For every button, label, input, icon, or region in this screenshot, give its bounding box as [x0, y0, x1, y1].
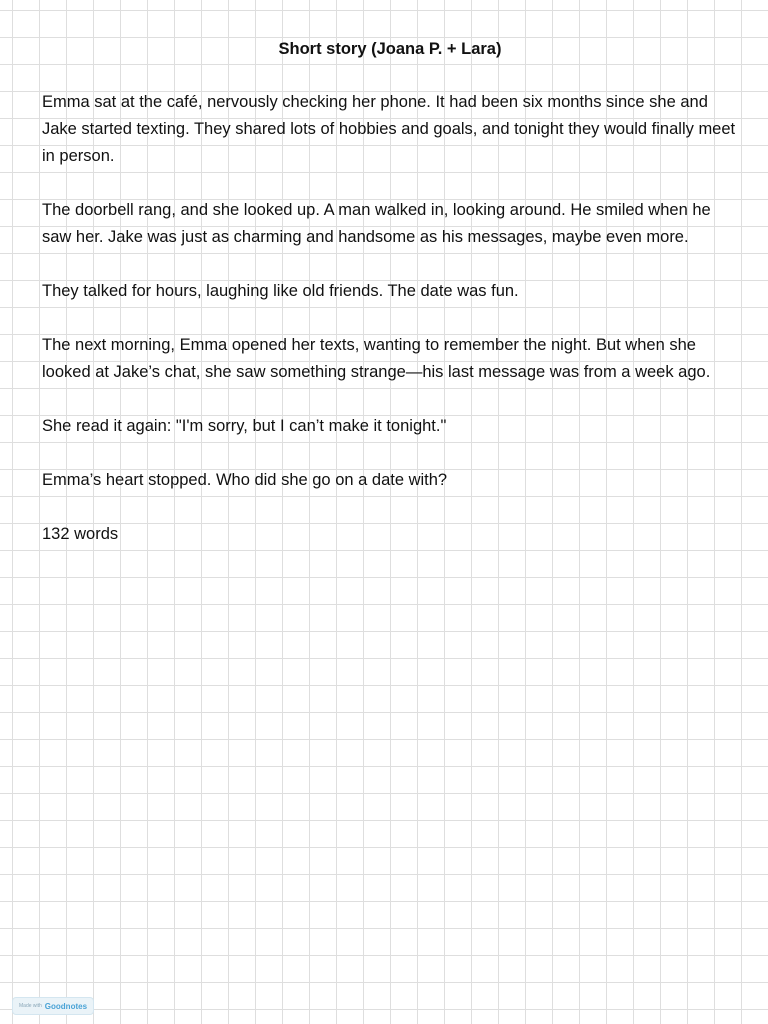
watermark-made-with: Made with: [19, 1003, 42, 1009]
goodnotes-watermark: [12, 997, 94, 1015]
story-paragraph: Emma’s heart stopped. Who did she go on a date with?: [42, 471, 448, 489]
page-title: Short story (Joana P. + Lara): [278, 40, 502, 58]
story-paragraph: They talked for hours, laughing like old friends. The date was fun.: [42, 282, 519, 300]
story-paragraph: Emma sat at the café, nervously checking her phone. It had been six months since she and Jake started texting. They shared lots of hobbies and goals, and tonight they would finally meet in person.: [42, 93, 736, 165]
story-paragraph: The doorbell rang, and she looked up. A man walked in, looking around. He smiled when he saw her. Jake was just as charming and handsome as his messages, maybe even more.: [42, 201, 711, 246]
story-paragraph: She read it again: "I'm sorry, but I can’t make it tonight.": [42, 417, 447, 435]
story-paragraph: The next morning, Emma opened her texts, wanting to remember the night. But when she looked at Jake’s chat, she saw something strange—his last message was from a week ago.: [42, 336, 711, 381]
word-count: 132 words: [42, 525, 119, 543]
story-body: [42, 89, 742, 548]
watermark-brand: Goodnotes: [44, 1001, 88, 1011]
